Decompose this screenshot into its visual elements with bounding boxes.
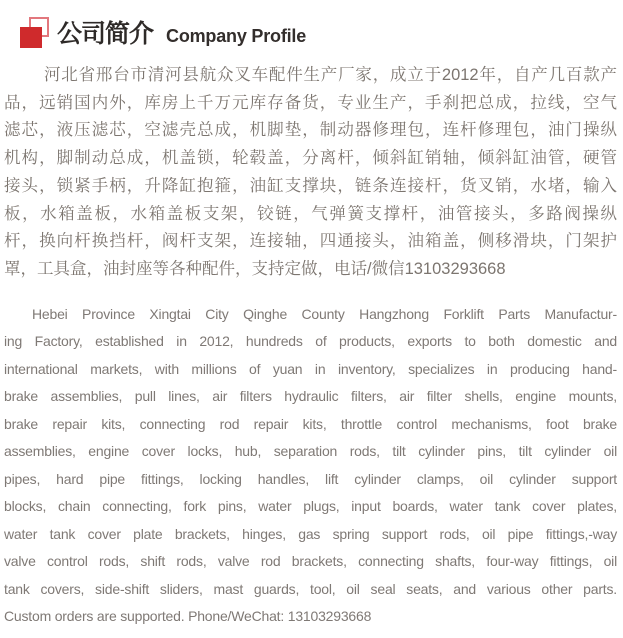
company-profile-chinese-paragraph — [0, 62, 623, 284]
section-title-english: Company Profile — [166, 26, 307, 46]
en-text-line: tank covers, side-shift sliders, mast guards, tool, oil seal seats, and various other parts. — [4, 580, 617, 597]
en-text-line: ing Factory, established in 2012, hundreds of products, exports to both domestic and — [4, 333, 617, 350]
en-text-line: valve control rods, shift rods, valve rod brackets, connecting shafts, four-way fittings, oil — [4, 553, 617, 570]
filled-square-shape — [20, 27, 42, 48]
en-text-line: brake assemblies, pull lines, air filters hydraulic filters, air filter shells, engine mounts, — [4, 388, 617, 405]
zh-text-line: 杆，换向杆换挡杆，阀杆支架，连接轴，四通接头，油箱盖，侧移滑块，门架护 — [4, 232, 617, 251]
section-title-chinese: 公司简介 — [57, 20, 154, 48]
zh-text-line: 滤芯，液压滤芯，空滤壳总成，机脚垫，制动器修理包，连杆修理包，油门操纵 — [4, 121, 617, 140]
zh-text-line: 品，远销国内外，库房上千万元库存备货，专业生产，手刹把总成，拉线，空气 — [4, 93, 617, 112]
en-text-line: blocks, chain connecting, fork pins, water plugs, input boards, water tank cover plates, — [4, 498, 617, 515]
en-text-line: international markets, with millions of yuan in inventory, specializes in producing hand- — [4, 360, 617, 377]
en-text-line: assemblies, engine cover locks, hub, separation rods, tilt cylinder pins, tilt cylinder oil — [4, 443, 617, 460]
zh-text-line: 机构，脚制动总成，机盖锁，轮毂盖，分离杆，倾斜缸销轴，倾斜缸油管，硬管 — [4, 149, 617, 168]
overlapping-squares-icon — [20, 16, 52, 52]
en-text-line: water tank cover plate brackets, hinges, gas spring support rods, oil pipe fittings,-way — [4, 525, 617, 542]
zh-text-line: 接头，锁紧手柄，升降缸抱箍，油缸支撑块，链条连接杆，货叉销，水堵，输入 — [4, 176, 617, 195]
company-profile-english-paragraph — [0, 301, 623, 631]
en-text-line: Hebei Province Xingtai City Qinghe County Hangzhong Forklift Parts Manufactur- — [32, 305, 617, 322]
zh-text-line-phone: 罩，工具盒，油封座等各种配件，支持定做，电话/微信13103293668 — [4, 259, 506, 278]
en-text-line: brake repair kits, connecting rod repair kits, throttle control mechanisms, foot brake — [4, 415, 617, 432]
zh-text-line: 河北省邢台市清河县航众叉车配件生产厂家，成立于2012年，自产几百款产 — [44, 66, 617, 84]
en-text-line-phone: Custom orders are supported. Phone/WeChat: 13103293668 — [4, 608, 372, 625]
zh-text-line: 板，水箱盖板，水箱盖板支架，铰链，气弹簧支撑杆，油管接头，多路阀操纵 — [4, 204, 617, 223]
en-text-line: pipes, hard pipe fittings, locking handles, lift cylinder clamps, oil cylinder support — [4, 470, 617, 487]
section-header — [0, 0, 623, 50]
